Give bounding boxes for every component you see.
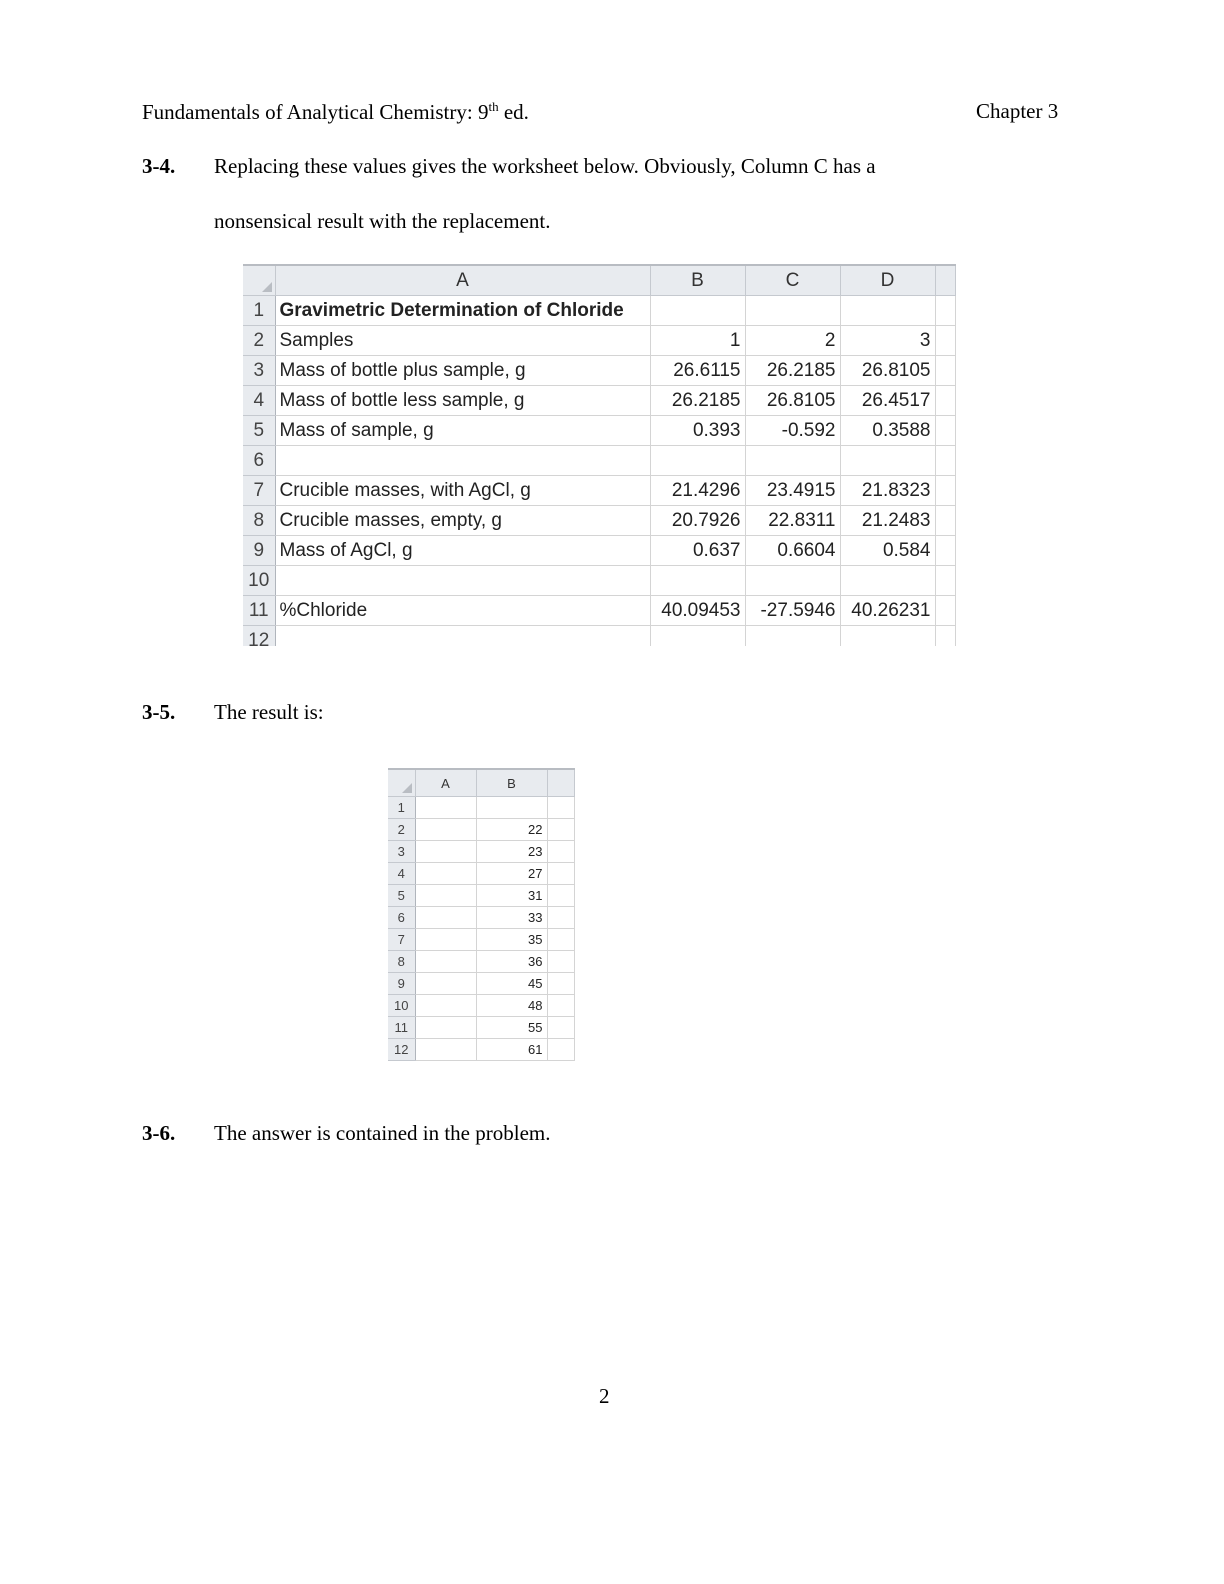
table-row	[388, 929, 574, 951]
row-header[interactable]: 8	[388, 951, 415, 973]
row-header[interactable]: 5	[243, 416, 275, 446]
column-header[interactable]: C	[745, 266, 840, 296]
edition-superscript: th	[488, 99, 499, 114]
problem-number: 3-4.	[142, 154, 176, 178]
cell-empty[interactable]	[935, 356, 955, 386]
table-row	[243, 596, 955, 626]
row-header[interactable]: 10	[388, 995, 415, 1017]
table-row	[388, 907, 574, 929]
cell-empty[interactable]	[935, 416, 955, 446]
row-header[interactable]: 7	[243, 476, 275, 506]
problem-number: 3-6.	[142, 1121, 176, 1145]
book-title: Fundamentals of Analytical Chemistry: 9	[142, 100, 489, 124]
table-row	[388, 797, 574, 819]
cell-b[interactable]: 27	[476, 863, 547, 885]
cell-b[interactable]: 21.4296	[650, 476, 745, 506]
cell[interactable]	[415, 841, 476, 863]
row-header[interactable]: 11	[388, 1017, 415, 1039]
row-header[interactable]: 4	[243, 386, 275, 416]
cell-d[interactable]	[840, 296, 935, 326]
cell-empty[interactable]	[547, 929, 574, 951]
cell-c[interactable]	[745, 626, 840, 647]
table-row	[388, 819, 574, 841]
cell[interactable]	[415, 929, 476, 951]
table-row	[243, 296, 955, 326]
cell-d[interactable]: 26.8105	[840, 356, 935, 386]
table-row	[243, 476, 955, 506]
cell-empty[interactable]	[935, 446, 955, 476]
row-header[interactable]: 3	[243, 356, 275, 386]
cell-empty[interactable]	[547, 1039, 574, 1061]
problem-text: The result is:	[214, 700, 324, 724]
edition-suffix: ed.	[498, 100, 529, 124]
cell-empty[interactable]	[547, 995, 574, 1017]
cell-d[interactable]: 40.26231	[840, 596, 935, 626]
cell-a[interactable]: Mass of AgCl, g	[275, 536, 650, 566]
column-header[interactable]: A	[415, 770, 476, 797]
column-header[interactable]: D	[840, 266, 935, 296]
cell-a[interactable]	[275, 626, 650, 647]
cell-b[interactable]: 0.637	[650, 536, 745, 566]
row-header[interactable]: 6	[243, 446, 275, 476]
problem-number: 3-5.	[142, 700, 176, 724]
cell-d[interactable]: 3	[840, 326, 935, 356]
table-row	[243, 356, 955, 386]
cell-a[interactable]: Gravimetric Determination of Chloride	[275, 296, 650, 326]
cell-c[interactable]: 22.8311	[745, 506, 840, 536]
cell-a[interactable]: Crucible masses, empty, g	[275, 506, 650, 536]
cell[interactable]	[415, 907, 476, 929]
cell[interactable]	[415, 863, 476, 885]
table-row	[243, 386, 955, 416]
cell-b[interactable]: 48	[476, 995, 547, 1017]
cell-empty[interactable]	[935, 506, 955, 536]
cell-b[interactable]	[650, 296, 745, 326]
cell-empty[interactable]	[935, 476, 955, 506]
cell-empty[interactable]	[547, 973, 574, 995]
cell-d[interactable]	[840, 446, 935, 476]
row-header[interactable]: 10	[243, 566, 275, 596]
cell-empty[interactable]	[547, 797, 574, 819]
cell-empty[interactable]	[935, 596, 955, 626]
row-header[interactable]: 1	[243, 296, 275, 326]
page-number: 2	[599, 1384, 610, 1408]
cell-a[interactable]: Mass of sample, g	[275, 416, 650, 446]
worksheet-chloride	[243, 264, 956, 646]
select-all-corner[interactable]	[243, 266, 275, 296]
cell-b[interactable]: 26.2185	[650, 386, 745, 416]
cell-c[interactable]: -27.5946	[745, 596, 840, 626]
cell-d[interactable]: 26.4517	[840, 386, 935, 416]
select-all-corner[interactable]	[388, 770, 415, 797]
cell-c[interactable]	[745, 566, 840, 596]
cell-b[interactable]	[650, 626, 745, 647]
cell-b[interactable]: 31	[476, 885, 547, 907]
cell-b[interactable]: 55	[476, 1017, 547, 1039]
cell[interactable]	[415, 1017, 476, 1039]
worksheet-sorted-values	[388, 768, 575, 1068]
cell-a[interactable]	[275, 566, 650, 596]
table-row	[243, 626, 955, 647]
cell-a[interactable]: Crucible masses, with AgCl, g	[275, 476, 650, 506]
column-header[interactable]: B	[650, 266, 745, 296]
cell-empty[interactable]	[547, 863, 574, 885]
table-row	[243, 566, 955, 596]
cell-c[interactable]: 0.6604	[745, 536, 840, 566]
table-row	[388, 885, 574, 907]
cell-b[interactable]: 22	[476, 819, 547, 841]
column-header[interactable]: B	[476, 770, 547, 797]
cell-d[interactable]: 21.8323	[840, 476, 935, 506]
cell-b[interactable]	[650, 566, 745, 596]
cell-c[interactable]: 2	[745, 326, 840, 356]
cell-b[interactable]: 20.7926	[650, 506, 745, 536]
cell[interactable]	[415, 973, 476, 995]
table-row	[388, 863, 574, 885]
cell-c[interactable]	[745, 446, 840, 476]
row-header[interactable]: 9	[388, 973, 415, 995]
column-header[interactable]	[547, 770, 574, 797]
row-header[interactable]: 6	[388, 907, 415, 929]
cell-empty[interactable]	[547, 907, 574, 929]
row-header[interactable]: 12	[388, 1039, 415, 1061]
cell-empty[interactable]	[547, 819, 574, 841]
table-row	[243, 326, 955, 356]
table-row	[243, 446, 955, 476]
row-header[interactable]: 1	[388, 797, 415, 819]
cell-d[interactable]	[840, 566, 935, 596]
row-header[interactable]: 4	[388, 863, 415, 885]
row-header[interactable]: 5	[388, 885, 415, 907]
column-header[interactable]	[935, 266, 955, 296]
cell[interactable]	[415, 995, 476, 1017]
cell-c[interactable]: 26.2185	[745, 356, 840, 386]
row-header[interactable]: 3	[388, 841, 415, 863]
table-row	[243, 536, 955, 566]
cell[interactable]	[415, 819, 476, 841]
row-header[interactable]: 9	[243, 536, 275, 566]
cell-d[interactable]	[840, 626, 935, 647]
table-row	[388, 1017, 574, 1039]
cell-empty[interactable]	[935, 296, 955, 326]
cell-c[interactable]: 23.4915	[745, 476, 840, 506]
cell-c[interactable]: -0.592	[745, 416, 840, 446]
row-header[interactable]: 2	[243, 326, 275, 356]
problem-text: The answer is contained in the problem.	[214, 1121, 551, 1145]
cell-a[interactable]: %Chloride	[275, 596, 650, 626]
cell-empty[interactable]	[547, 841, 574, 863]
cell-b[interactable]: 23	[476, 841, 547, 863]
cell-b[interactable]: 33	[476, 907, 547, 929]
cell-b[interactable]: 1	[650, 326, 745, 356]
cell-c[interactable]	[745, 296, 840, 326]
cell-d[interactable]: 0.584	[840, 536, 935, 566]
table-row	[243, 506, 955, 536]
cell-b[interactable]: 45	[476, 973, 547, 995]
cell-a[interactable]	[275, 446, 650, 476]
problem-text: nonsensical result with the replacement.	[214, 209, 551, 233]
cell-b[interactable]	[476, 797, 547, 819]
cell-empty[interactable]	[547, 885, 574, 907]
cell-empty[interactable]	[935, 566, 955, 596]
cell-d[interactable]: 0.3588	[840, 416, 935, 446]
row-header[interactable]: 2	[388, 819, 415, 841]
column-header-row	[388, 770, 574, 797]
cell-a[interactable]: Mass of bottle plus sample, g	[275, 356, 650, 386]
cell[interactable]	[415, 797, 476, 819]
table-row	[388, 951, 574, 973]
table-row	[388, 1039, 574, 1061]
cell-b[interactable]: 26.6115	[650, 356, 745, 386]
cell-empty[interactable]	[547, 1017, 574, 1039]
row-header[interactable]: 12	[243, 626, 275, 647]
row-header[interactable]: 8	[243, 506, 275, 536]
cell[interactable]	[415, 951, 476, 973]
cell-a[interactable]: Mass of bottle less sample, g	[275, 386, 650, 416]
table-row	[388, 995, 574, 1017]
cell-empty[interactable]	[935, 386, 955, 416]
column-header-row	[243, 266, 955, 296]
cell-empty[interactable]	[547, 951, 574, 973]
cell-b[interactable]: 36	[476, 951, 547, 973]
table-row	[388, 841, 574, 863]
cell[interactable]	[415, 1039, 476, 1061]
cell-c[interactable]: 26.8105	[745, 386, 840, 416]
row-header[interactable]: 7	[388, 929, 415, 951]
cell-b[interactable]: 0.393	[650, 416, 745, 446]
cell[interactable]	[415, 885, 476, 907]
cell-b[interactable]: 35	[476, 929, 547, 951]
table-row	[388, 973, 574, 995]
row-header[interactable]: 11	[243, 596, 275, 626]
cell-b[interactable]: 61	[476, 1039, 547, 1061]
cell-empty[interactable]	[935, 536, 955, 566]
cell-a[interactable]: Samples	[275, 326, 650, 356]
cell-empty[interactable]	[935, 626, 955, 647]
problem-text: Replacing these values gives the worksheet below. Obviously, Column C has a	[214, 154, 876, 178]
column-header[interactable]: A	[275, 266, 650, 296]
cell-empty[interactable]	[935, 326, 955, 356]
cell-b[interactable]: 40.09453	[650, 596, 745, 626]
running-header-title	[142, 99, 529, 125]
chapter-label: Chapter 3	[976, 99, 1059, 123]
table-row	[243, 416, 955, 446]
cell-b[interactable]	[650, 446, 745, 476]
cell-d[interactable]: 21.2483	[840, 506, 935, 536]
